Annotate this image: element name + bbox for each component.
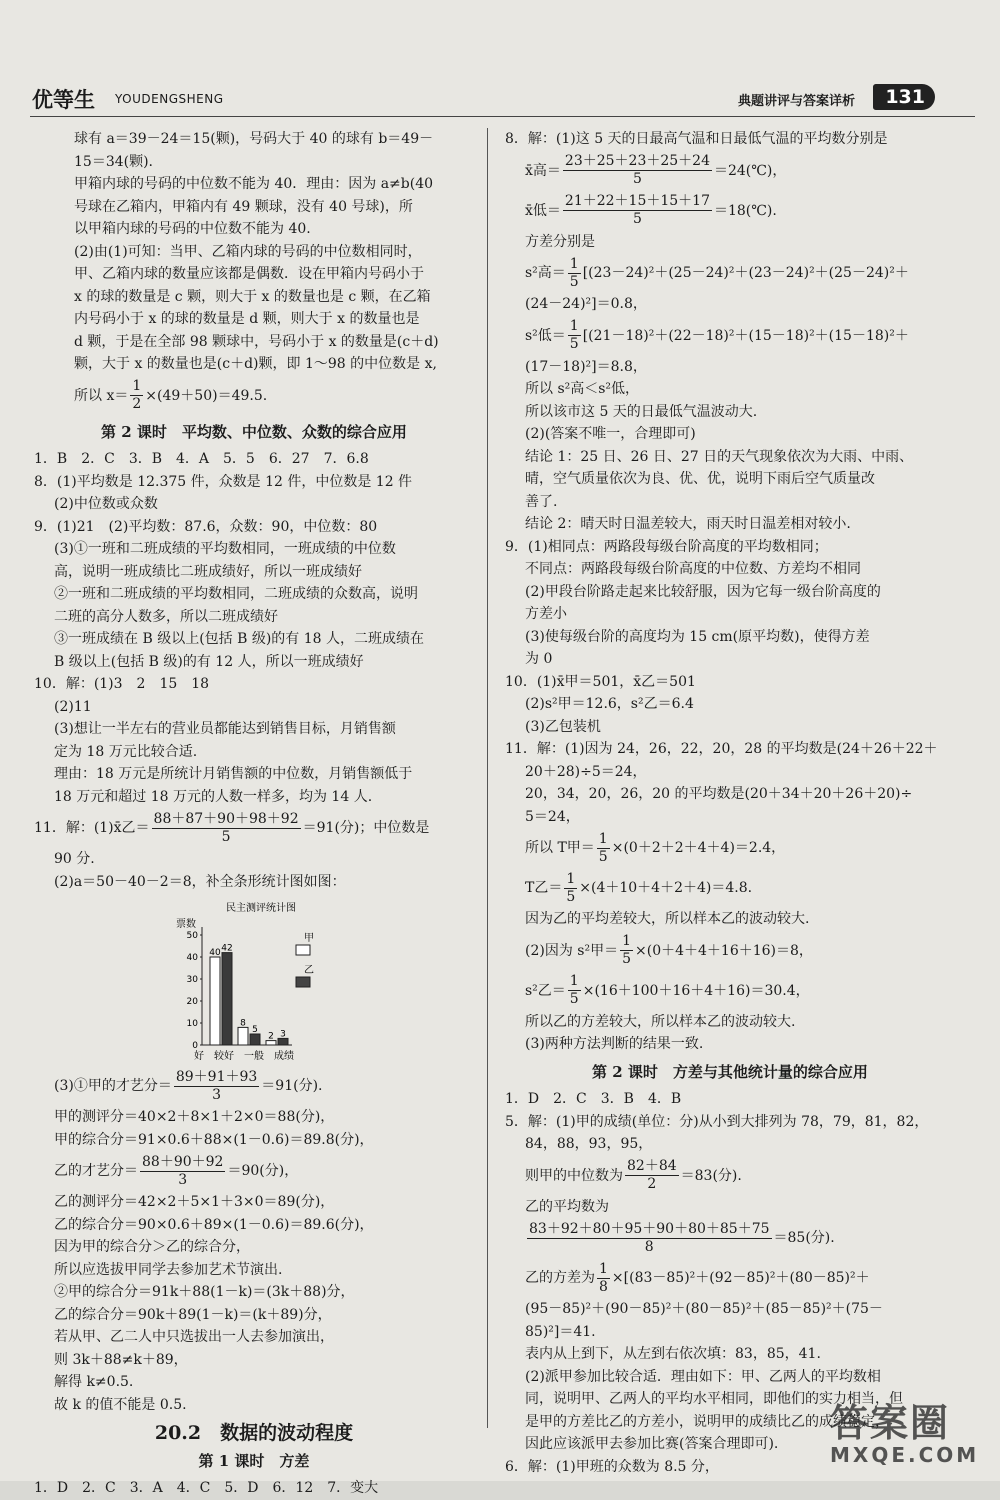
answer-line: (2)中位数或众数 [54,496,158,512]
formula-line: s²乙＝ $\frac{1}{5}$ ×(16＋100＋16＋4＋16)＝30.4， [525,973,810,1007]
answer-line: (17－18)²]＝8.8， [525,358,647,375]
text-line: 内号码小于 x 的球的数量是 d 颗，则大于 x 的数量也是 [74,311,420,327]
answer-line: 解得 k≠0.5. [54,1374,134,1390]
y-tick-label: 0 [192,1041,198,1051]
bar-chart [174,897,374,1062]
bar-yi [222,953,232,1045]
answer-line: (3)乙包装机 [525,718,601,735]
answer-line: 善了. [525,493,558,510]
answer-line: 故 k 的值不能是 0.5. [54,1396,187,1413]
text-line: 球有 a＝39－24＝15(颗)，号码大于 40 的球有 b＝49－ [74,131,434,147]
answer-line: 同，说明甲、乙两人的平均水平相同，即他们的实力相当，但 [525,1391,903,1407]
answer-line: 85)²]＝41. [525,1323,596,1340]
text-line: 以甲箱内球的号码的中位数不能为 40. [74,221,311,237]
answer-line: 晴，空气质量依次为良、优、优，说明下雨后空气质量改 [525,471,875,487]
left-column [34,128,474,1500]
answer-line: 甲的测评分＝40×2＋8×1＋2×0＝88(分)， [54,1109,335,1125]
legend-label-jia: 甲 [304,933,314,944]
answer-line: 9．(1)相同点：两路段每级台阶高度的平均数相同； [505,538,828,555]
answer-line: 理由：18 万元是所统计月销售额的中位数，月销售额低于 [54,766,413,782]
answer-line: 90 分. [54,851,95,867]
answer-line: (95－85)²＋(90－85)²＋(80－85)²＋(85－85)²＋(75－ [525,1301,883,1317]
formula-line: (2)因为 s²甲＝ $\frac{1}{5}$ ×(0＋4＋4＋16＋16)＝8， [525,933,813,967]
answer-line: 所以应选拔甲同学去参加艺术节演出. [54,1261,283,1278]
answer-line: 结论 1：25 日、26 日、27 日的天气现象依次为大雨、中雨、 [525,448,914,465]
text-line: 甲、乙箱内球的数量应该都是偶数．设在甲箱内号码小于 [74,266,424,282]
legend-swatch-yi [296,977,310,987]
text-line: (2)由(1)可知：当甲、乙箱内球的号码的中位数相同时， [74,243,422,260]
y-tick-label: 40 [186,953,198,963]
answer-line: 1．D 2．C 3．B 4．B [505,1091,682,1107]
bar-jia [210,957,220,1045]
lesson-heading: 第 2 课时 平均数、中位数、众数的综合应用 [101,422,407,441]
answer-line: 所以 s²高＜s²低， [525,381,640,397]
header-subtitle: 典题讲评与答案详析 [737,94,855,109]
answer-line: (2)派甲参加比较合适．理由如下：甲、乙两人的平均数相 [525,1368,881,1385]
answer-line: 10．(1)x̄甲＝501，x̄乙＝501 [505,673,696,690]
answer-line: 则 3k＋88≠k＋89， [54,1351,188,1368]
formula-line: 所以 T甲＝ $\frac{1}{5}$ ×(0＋2＋2＋4＋4)＝2.4， [525,830,786,865]
answer-line: 8．解：(1)这 5 天的日最高气温和日最低气温的平均数分别是 [505,131,888,147]
answer-line: 甲的综合分＝91×0.6＋88×(1－0.6)＝89.8(分)， [54,1131,374,1148]
text-line: 号球在乙箱内，甲箱内有 49 颗球，没有 40 号球)，所 [74,198,413,215]
chart-ylabel: 票数 [176,919,196,930]
answer-line: 20＋28)÷5＝24， [525,763,647,780]
answer-line: 5．解：(1)甲的成绩(单位：分)从小到大排列为 78，79，81，82， [505,1113,929,1130]
y-tick-label: 20 [186,997,198,1007]
answer-line: 11．解：(1)因为 24，26，22，20，28 的平均数是(24＋26＋22＋ [505,741,938,757]
chart-title: 民主测评统计图 [226,903,296,914]
answer-line: 为 0 [525,651,553,667]
answer-line: (24－24)²]＝0.8， [525,296,647,312]
answer-line: 10．解：(1)3 2 15 18 [34,676,210,692]
bar-chart-svg [174,897,374,1062]
y-tick-label: 30 [186,975,198,985]
answer-line: (3)两种方法判断的结果一致. [525,1036,704,1052]
formula-line: s²高＝ $\frac{1}{5}$ [(23－24)²＋(25－24)²＋(23－24)²＋(25－24)²＋ [525,255,909,290]
bar-jia [238,1027,248,1045]
answer-line: ②一班和二班成绩的平均数相同，二班成绩的众数高，说明 [54,586,418,602]
chart-marks [187,927,292,1051]
text-line: 颗，大于 x 的数量也是(c＋d)颗，即 1～98 的中位数是 x, [74,356,437,372]
answer-line: (3)使每级台阶的高度均为 15 cm(原平均数)，使得方差 [525,628,870,645]
text-line: x 的球的数量是 c 颗，则大于 x 的数量也是 c 颗，在乙箱 [74,288,431,305]
formula-line: x̄高＝ $\frac{23+25+23+25+24}{5}$ ＝24(℃)， [525,153,787,187]
formula-line: x̄低＝ $\frac{21+22+15+15+17}{5}$ ＝18(℃). [525,193,777,227]
answer-line: 18 万元和超过 18 万元的人数一样多，均为 14 人. [54,788,373,805]
answer-line: 是甲的方差比乙的方差小，说明甲的成绩比乙的成绩稳定， [525,1413,889,1430]
section-heading: 20.2 数据的波动程度 [154,1422,354,1444]
answer-line: 20，34，20，26，20 的平均数是(20＋34＋20＋26＋20)÷ [525,786,913,802]
text-line: d 颗，于是在全部 98 颗球中，号码小于 x 的数量是(c＋d) [74,333,439,350]
answer-line: 若从甲、乙二人中只选拔出一人去参加演出， [54,1329,334,1345]
lesson-heading: 第 1 课时 方差 [198,1451,310,1470]
answer-line: (2)11 [54,698,92,715]
bar-value-label: 42 [221,943,233,954]
answer-line: 不同点：两路段每级台阶高度的中位数、方差均不相同 [525,561,861,577]
answer-line: 5＝24， [525,808,580,825]
answer-line: 9．(1)21 (2)平均数：87.6，众数：90，中位数：80 [34,518,378,535]
answer-line: 结论 2：晴天时日温差较大，雨天时日温差相对较小. [525,516,851,532]
answer-line: 因此应该派甲去参加比赛(答案合理即可). [525,1436,779,1452]
text-line: 15＝34(颗). [74,153,154,170]
watermark-bottom: MXQE.COM [830,1443,980,1467]
answer-line: (2)s²甲＝12.6，s²乙＝6.4 [525,696,694,712]
answer-line: 1．D 2．C 3．A 4．C 5．D 6．12 7．变大 [34,1480,379,1496]
formula-line: 则甲的中位数为 $\frac{82+84}{2}$ ＝83(分). [525,1158,742,1192]
text-line: 甲箱内球的号码的中位数不能为 40．理由：因为 a≠b(40 [74,176,434,192]
formula-line: 11．解：(1)x̄乙＝ $\frac{88+87+90+98+92}{5}$ ＝91(分)；中位数是 [34,810,430,845]
formula-line: (3)①甲的才艺分＝ $\frac{89+91+93}{3}$ ＝91(分). [54,1068,323,1103]
answer-line: 二班的高分人数多，所以二班成绩好 [54,608,278,625]
bar-value-label: 3 [280,1029,286,1040]
answer-line: 定为 18 万元比较合适. [54,743,198,760]
answer-line: 方差分别是 [525,233,595,250]
answer-line: 高，说明一班成绩比二班成绩好，所以一班成绩好 [54,563,362,580]
answer-line: 84，88，93，95， [525,1136,653,1152]
column-divider [487,128,488,1428]
answer-line: (3)①一班和二班成绩的平均数相同，一班成绩的中位数 [54,541,396,557]
answer-line: (3)想让一半左右的营业员都能达到销售目标，月销售额 [54,721,396,737]
bar-value-label: 40 [209,948,221,958]
formula-line: 乙的才艺分＝ $\frac{88+90+92}{3}$ ＝90(分)， [54,1153,299,1188]
bar-value-label: 8 [240,1018,246,1029]
answer-line: 因为甲的综合分＞乙的综合分， [54,1239,250,1255]
lesson-heading: 第 2 课时 方差与其他统计量的综合应用 [592,1062,868,1081]
bar-yi [250,1034,260,1045]
page-header [30,82,975,117]
answer-line: 6．解：(1)甲班的众数为 8.5 分， [505,1458,719,1475]
bar-value-label: 2 [268,1031,274,1042]
answer-line: 乙的综合分＝90k＋89(1－k)＝(k＋89)分， [54,1306,332,1323]
bar-value-label: 5 [252,1025,258,1035]
answer-line: ③一班成绩在 B 级以上(包括 B 级)的有 18 人，二班成绩在 [54,631,425,647]
answer-line: 表内从上到下，从左到右依次填：83，85，41. [525,1346,821,1362]
formula-line: 乙的方差为 $\frac{1}{8}$ ×[(83－85)²＋(92－85)²＋(80－85)²＋ [525,1260,870,1295]
watermark-top: 答案圈 [830,1401,951,1445]
answer-line: 方差小 [525,606,567,622]
answer-line: (2)(答案不唯一，合理即可) [525,426,696,442]
right-column [505,128,955,1478]
answer-line: 所以该市这 5 天的日最低气温波动大. [525,403,758,420]
formula-line: 所以 x＝ $\frac{1}{2}$ ×(49＋50)＝49.5. [74,378,268,412]
formula-line: $\frac{83+92+80+95+90+80+85+75}{8}$ ＝85(分). [529,1220,835,1255]
brand-logo: 优等生 [32,88,95,112]
formula-line: T乙＝ $\frac{1}{5}$ ×(4＋10＋4＋2＋4)＝4.8. [525,870,753,905]
watermark-logo [830,1403,980,1473]
answer-line: (2)甲段台阶路走起来比较舒服，因为它每一级台阶高度的 [525,583,881,600]
answer-line: (2)a＝50－40－2＝8，补全条形统计图如图： [54,873,346,890]
answer-line: 8．(1)平均数是 12.375 件，众数是 12 件，中位数是 12 件 [34,473,413,490]
answer-line: 所以乙的方差较大，所以样本乙的波动较大. [525,1013,796,1030]
y-tick-label: 10 [186,1019,198,1029]
answer-line: ②甲的综合分＝91k＋88(1－k)＝(3k＋88)分， [54,1284,355,1300]
page-number: 131 [873,84,935,110]
answer-line: 乙的平均数为 [525,1198,609,1215]
answer-line: 乙的测评分＝42×2＋5×1＋3×0＝89(分)， [54,1194,335,1210]
legend-swatch-jia [296,945,310,955]
brand-pinyin: YOUDENGSHENG [115,92,224,106]
answer-line: B 级以上(包括 B 级)的有 12 人，所以一班成绩好 [54,653,364,670]
chart-xlabel: 好 较好 一般 成绩 [194,1051,294,1062]
answer-line: 1．B 2．C 3．B 4．A 5．5 6．27 7．6.8 [34,451,369,467]
legend-label-yi: 乙 [304,965,314,976]
answer-line: 乙的综合分＝90×0.6＋89×(1－0.6)＝89.6(分)， [54,1216,374,1233]
answer-line: 因为乙的平均差较大，所以样本乙的波动较大. [525,911,810,927]
formula-line: s²低＝ $\frac{1}{5}$ [(21－18)²＋(22－18)²＋(15－18)²＋(15－18)²＋ [525,318,909,352]
y-tick-label: 50 [186,931,198,941]
